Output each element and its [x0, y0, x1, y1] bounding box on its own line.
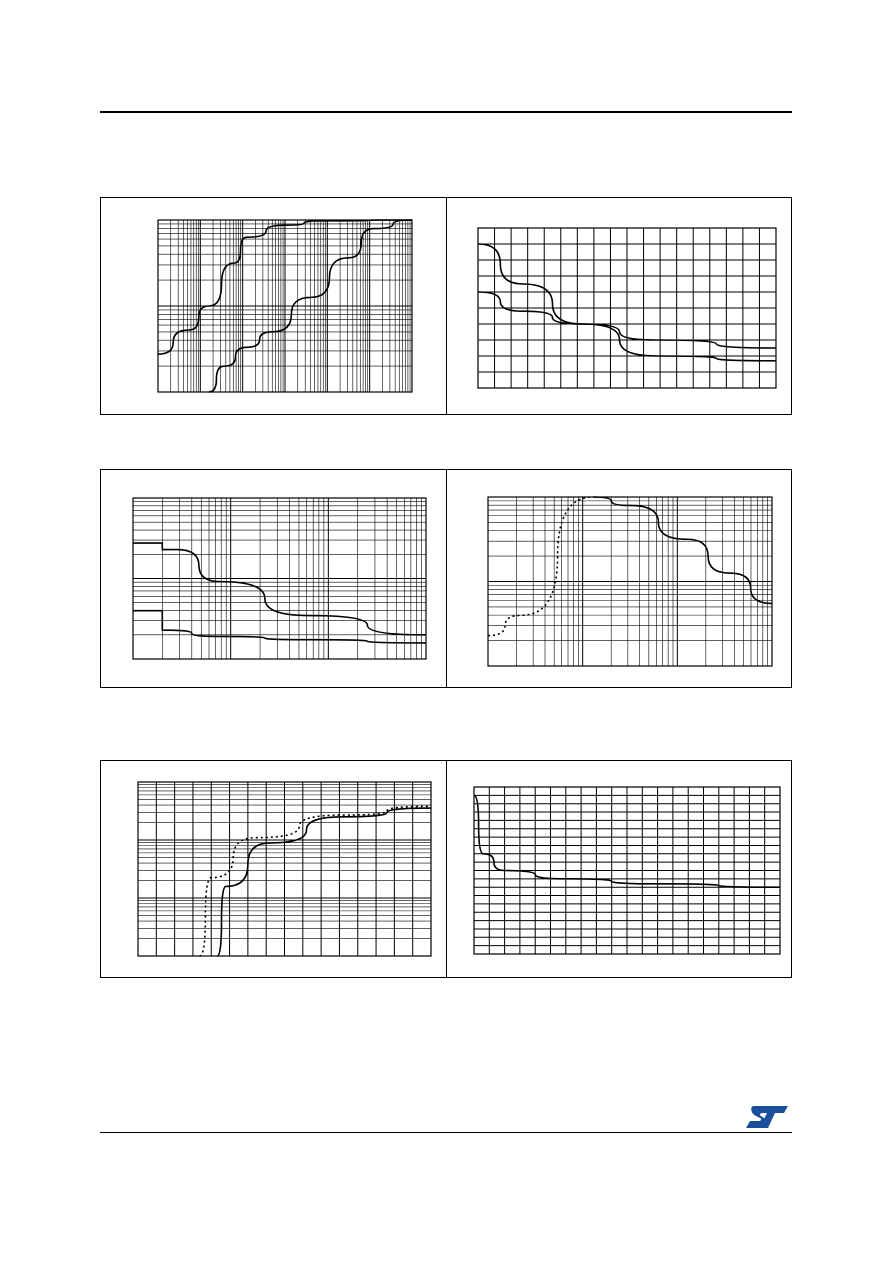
grid [133, 498, 426, 659]
chart-5 [138, 782, 431, 956]
header-rule [100, 111, 792, 113]
series-line-1 [133, 543, 426, 635]
grid [478, 228, 776, 388]
grid [158, 220, 412, 392]
chart-6 [474, 787, 780, 954]
series-line-1 [217, 808, 431, 956]
chart-4 [488, 497, 772, 666]
panel-divider [446, 198, 447, 414]
chart-3 [133, 498, 426, 659]
chart-1 [158, 220, 412, 392]
footer-rule [100, 1132, 792, 1133]
grid [138, 782, 431, 956]
st-logo-icon [744, 1104, 790, 1130]
series-line-2 [593, 497, 772, 603]
chart-2 [478, 228, 776, 388]
series-line-2 [200, 806, 431, 956]
panel-divider [446, 470, 447, 687]
series-line-2 [133, 611, 426, 643]
panel-divider [446, 761, 447, 977]
series-line-1 [488, 497, 593, 636]
grid [488, 497, 772, 666]
